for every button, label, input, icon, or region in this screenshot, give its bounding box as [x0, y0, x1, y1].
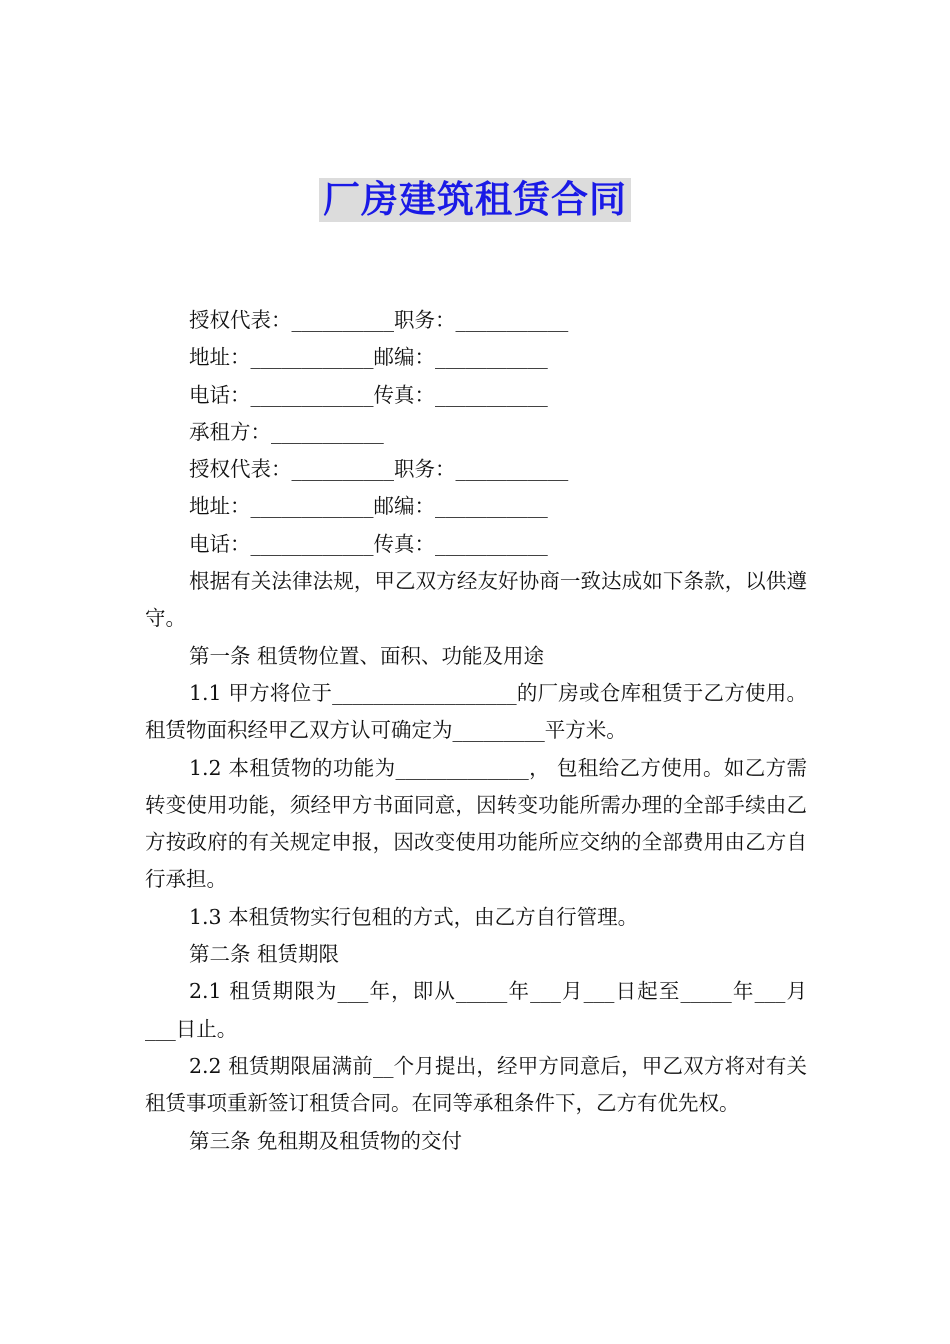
article-2-heading: 第二条 租赁期限 [189, 942, 340, 967]
paragraph-lessee: 承租方：___________ [189, 419, 384, 444]
document-title: 厂房建筑租赁合同 [319, 178, 631, 222]
clause-2-1: 2.1 租赁期限为___年，即从_____年___月___日起至_____年___月___日止。 [145, 979, 807, 1041]
clause-1-3: 1.3 本租赁物实行包租的方式，由乙方自行管理。 [189, 904, 639, 929]
paragraph-preamble: 根据有关法律法规，甲乙双方经友好协商一致达成如下条款，以供遵守。 [145, 569, 807, 631]
paragraph-lessee-representative: 授权代表：__________职务：___________ [189, 457, 569, 482]
article-1-heading: 第一条 租赁物位置、面积、功能及用途 [189, 643, 545, 668]
document-body [145, 302, 807, 1160]
clause-2-2: 2.2 租赁期限届满前__个月提出，经甲方同意后，甲乙双方将对有关租赁事项重新签订租赁合同。在同等承租条件下，乙方有优先权。 [145, 1053, 807, 1116]
article-3-heading: 第三条 免租期及租赁物的交付 [189, 1128, 463, 1153]
paragraph-lessor-address: 地址：____________邮编：___________ [189, 345, 548, 370]
paragraph-lessee-address: 地址：____________邮编：___________ [189, 494, 548, 519]
clause-1-2: 1.2 本租赁物的功能为_____________， 包租给乙方使用。如乙方需转变使用功能，须经甲方书面同意，因转变功能所需办理的全部手续由乙方按政府的有关规定申报，因改变使用功能所应交纳的全部费用由乙方自行承担。 [145, 755, 807, 892]
title-container [0, 178, 950, 222]
paragraph-lessee-phone: 电话：____________传真：___________ [189, 531, 548, 556]
paragraph-lessor-representative: 授权代表：__________职务：___________ [189, 308, 569, 332]
clause-1-1: 1.1 甲方将位于__________________的厂房或仓库租赁于乙方使用。租赁物面积经甲乙双方认可确定为_________平方米。 [145, 680, 807, 743]
paragraph-lessor-phone: 电话：____________传真：___________ [189, 382, 548, 407]
